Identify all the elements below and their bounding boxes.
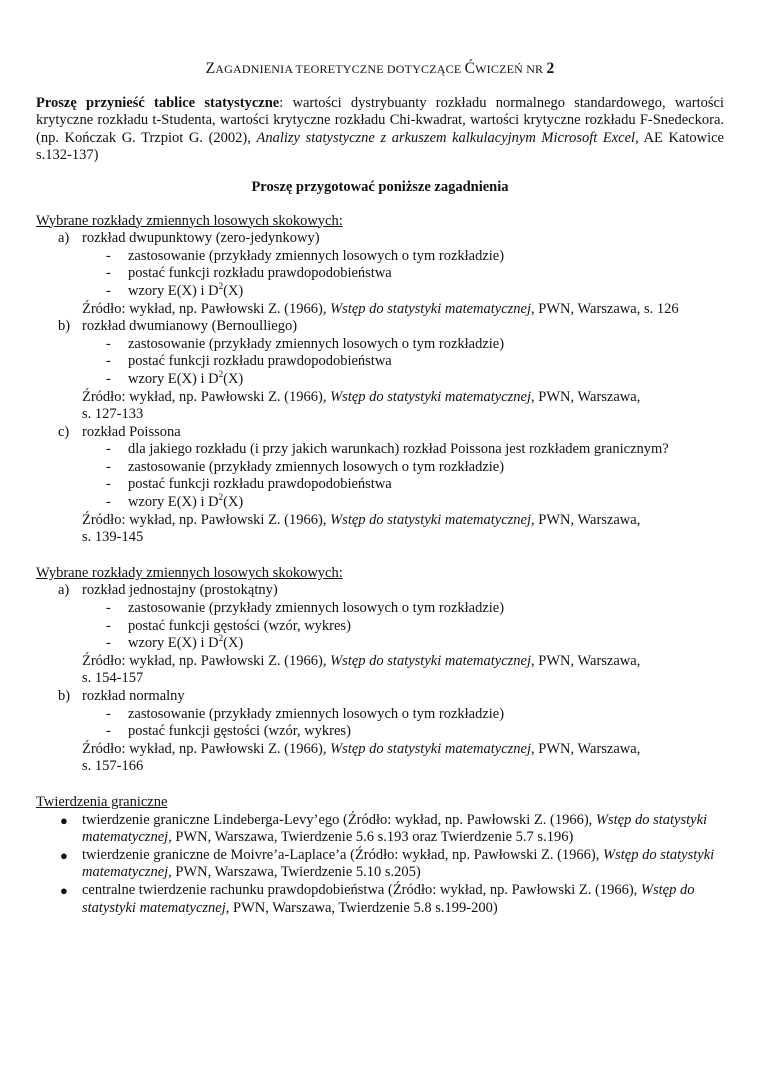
- bullet-icon: ●: [60, 882, 68, 898]
- source-citation: Źródło: wykład, np. Pawłowski Z. (1966), Wstęp do statystyki matematycznej, PWN, Warszawa, s. 127-133: [82, 388, 641, 423]
- section-heading: Wybrane rozkłady zmiennych losowych skokowych:: [36, 564, 343, 581]
- section-heading: Twierdzenia graniczne: [36, 793, 168, 810]
- sub-list-item: - wzory E(X) i $D^2(X)$: [106, 369, 244, 387]
- sub-list-item: - postać funkcji gęstości (wzór, wykres): [106, 723, 351, 740]
- sub-list-item: - zastosowanie (przykłady zmiennych losowych o tym rozkładzie): [106, 335, 505, 352]
- sub-list-item: - postać funkcji gęstości (wzór, wykres): [106, 617, 351, 634]
- list-item: b) rozkład normalny: [58, 688, 185, 704]
- bullet-item: ● centralne twierdzenie rachunku prawdopdobieństwa (Źródło: wykład, np. Pawłowski Z. (1966), Wstęp do statystyki matematycznej, PWN, Warszawa, Twierdzenie 5.8 s.199-200): [60, 881, 695, 916]
- sub-list-item: - wzory E(X) i $D^2(X)$: [106, 492, 244, 511]
- sub-list-item: - postać funkcji rozkładu prawdopodobieństwa: [106, 353, 392, 370]
- sub-list-item: - postać funkcji rozkładu prawdopodobieństwa: [106, 476, 392, 493]
- source-citation: Źródło: wykład, np. Pawłowski Z. (1966), Wstęp do statystyki matematycznej, PWN, Warszawa, s. 139-145: [82, 511, 641, 546]
- sub-list-item: - zastosowanie (przykłady zmiennych losowych o tym rozkładzie): [106, 705, 505, 722]
- sub-list-item: - postać funkcji rozkładu prawdopodobieństwa: [106, 265, 392, 282]
- intro-paragraph: Proszę przynieść tablice statystyczne: wartości dystrybuanty rozkładu normalnego standardowego, wartości krytyczne rozkładu t-Studenta, wartości krytyczne rozkładu Chi-kwadrat, wartości krytyczne rozkładu F-Snedeckora. (np. Kończak G. Trzpiot G. (2002), Analizy statystyczne z arkuszem kalkulacyjnym Microsoft Excel, AE Katowice s.132-137): [36, 94, 724, 164]
- list-item: b) rozkład dwumianowy (Bernoulliego): [58, 318, 298, 335]
- sub-list-item: - wzory E(X) i $D^2(X)$: [106, 281, 244, 299]
- source-citation: Źródło: wykład, np. Pawłowski Z. (1966), Wstęp do statystyki matematycznej, PWN, Warszawa, s. 126: [82, 300, 679, 317]
- list-item: a) rozkład jednostajny (prostokątny): [58, 582, 278, 599]
- sub-list-item: - zastosowanie (przykłady zmiennych losowych o tym rozkładzie): [106, 458, 505, 475]
- list-item: c) rozkład Poissona: [58, 423, 181, 440]
- bullet-icon: ●: [60, 812, 68, 828]
- page-title: ZAGADNIENIA TEORETYCZNE DOTYCZĄCE ĆWICZEŃ NR 2: [205, 60, 555, 77]
- section-heading: Wybrane rozkłady zmiennych losowych skokowych:: [36, 212, 343, 229]
- sub-list-item: - dla jakiego rozkładu (i przy jakich warunkach) rozkład Poissona jest rozkładem granicznym?: [106, 441, 669, 458]
- subtitle: Proszę przygotować poniższe zagadnienia: [251, 178, 509, 195]
- sub-list-item: - zastosowanie (przykłady zmiennych losowych o tym rozkładzie): [106, 247, 505, 264]
- bullet-icon: ●: [60, 847, 68, 863]
- sub-list-item: - zastosowanie (przykłady zmiennych losowych o tym rozkładzie): [106, 600, 505, 617]
- bullet-item: ● twierdzenie graniczne de Moivre’a-Laplace’a (Źródło: wykład, np. Pawłowski Z. (1966), Wstęp do statystyki matematycznej, PWN, Warszawa, Twierdzenie 5.10 s.205): [60, 846, 715, 881]
- bullet-item: ● twierdzenie graniczne Lindeberga-Levy’ego (Źródło: wykład, np. Pawłowski Z. (1966), Wstęp do statystyki matematycznej, PWN, Warszawa, Twierdzenie 5.6 s.193 oraz Twierdzenie 5.7 s.196): [60, 811, 708, 846]
- sub-list-item: - wzory E(X) i $D^2(X)$: [106, 633, 244, 652]
- list-item: a) rozkład dwupunktowy (zero-jedynkowy): [58, 230, 320, 247]
- document-page: [36, 60, 724, 917]
- source-citation: Źródło: wykład, np. Pawłowski Z. (1966), Wstęp do statystyki matematycznej, PWN, Warszawa, s. 157-166: [82, 740, 641, 775]
- source-citation: Źródło: wykład, np. Pawłowski Z. (1966), Wstęp do statystyki matematycznej, PWN, Warszawa, s. 154-157: [82, 652, 641, 687]
